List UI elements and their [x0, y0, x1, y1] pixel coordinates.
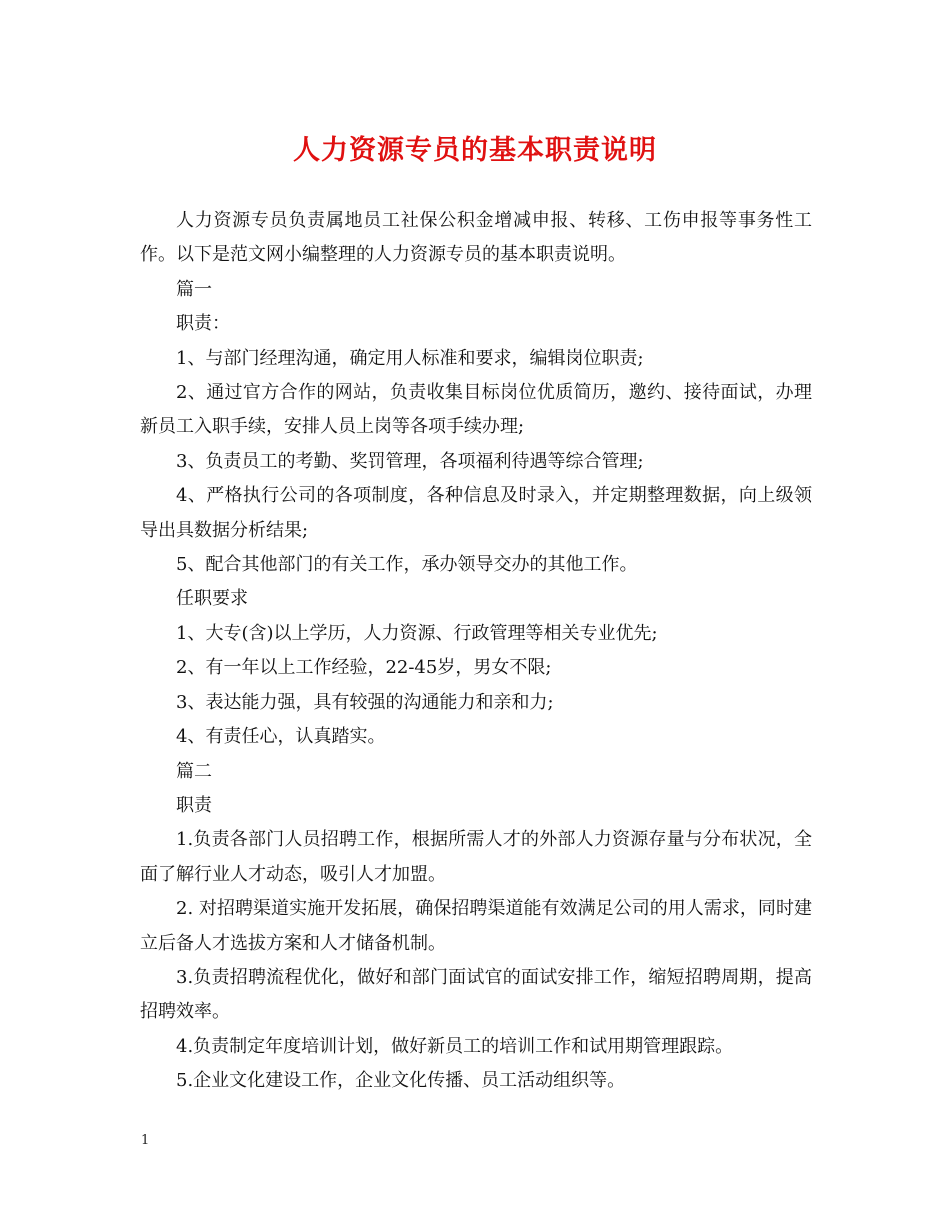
duty-item: 3、负责员工的考勤、奖罚管理，各项福利待遇等综合管理;	[176, 450, 644, 472]
duty-item: 4.负责制定年度培训计划，做好新员工的培训工作和试用期管理跟踪。	[176, 1035, 734, 1057]
requirement-item: 4、有责任心，认真踏实。	[176, 726, 386, 748]
duty-item: 2. 对招聘渠道实施开发拓展，确保招聘渠道能有效满足公司的用人需求，同时建立后备人才选拔方案和人才储备机制。	[140, 898, 812, 954]
requirement-item: 1、大专(含)以上学历，人力资源、行政管理等相关专业优先;	[176, 622, 658, 644]
subheading-duties: 职责：	[176, 313, 230, 335]
section-heading-part-two: 篇二	[176, 760, 212, 782]
subheading-requirements: 任职要求	[176, 588, 248, 610]
duty-item: 1、与部门经理沟通，确定用人标准和要求，编辑岗位职责;	[176, 347, 644, 369]
duty-item: 3.负责招聘流程优化，做好和部门面试官的面试安排工作，缩短招聘周期，提高招聘效率。	[140, 966, 812, 1023]
duty-item: 1.负责各部门人员招聘工作，根据所需人才的外部人力资源存量与分布状况，全面了解行业人才动态，吸引人才加盟。	[140, 829, 812, 885]
duty-item: 2、通过官方合作的网站，负责收集目标岗位优质简历，邀约、接待面试，办理新员工入职手续，安排人员上岗等各项手续办理;	[140, 382, 812, 438]
requirement-item: 3、表达能力强，具有较强的沟通能力和亲和力;	[176, 691, 554, 713]
duty-item: 4、严格执行公司的各项制度，各种信息及时录入，并定期整理数据，向上级领导出具数据分析结果;	[140, 485, 812, 541]
section-heading-part-one: 篇一	[176, 278, 212, 300]
subheading-duties-two: 职责	[176, 794, 212, 816]
document-title: 人力资源专员的基本职责说明	[293, 135, 657, 166]
document-body	[140, 204, 812, 1099]
duty-item: 5、配合其他部门的有关工作，承办领导交办的其他工作。	[176, 554, 638, 576]
page-number: 1	[141, 1133, 150, 1148]
duty-item: 5.企业文化建设工作，企业文化传播、员工活动组织等。	[176, 1070, 626, 1092]
paragraph-intro: 人力资源专员负责属地员工社保公积金增减申报、转移、工伤申报等事务性工作。以下是范文网小编整理的人力资源专员的基本职责说明。	[140, 210, 812, 266]
requirement-item: 2、有一年以上工作经验，22-45岁，男女不限;	[176, 657, 552, 679]
